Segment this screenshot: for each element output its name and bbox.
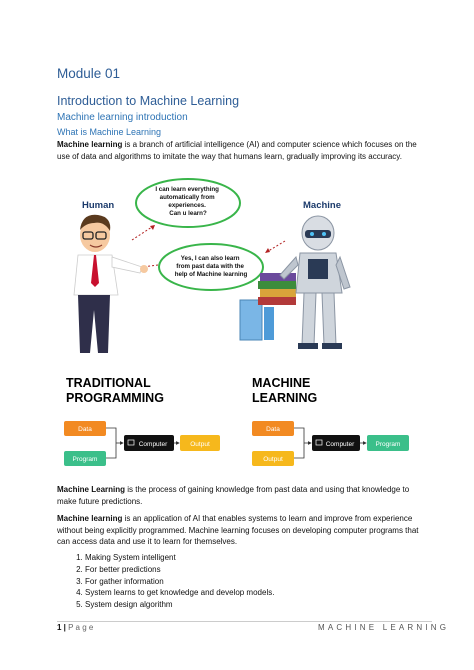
intro-bold: Machine learning [57, 140, 123, 149]
ml-output-box: Output [263, 456, 283, 463]
ml-data-box: Data [266, 426, 280, 433]
page-number: 1 | P a g e [57, 623, 94, 632]
svg-text:I can learn everything a: I can learn everything automatically from experiences. Can u learn? [155, 186, 219, 217]
traditional-programming-title: TRADITIONAL PROGRAMMING [66, 376, 164, 405]
chapter-title: Introduction to Machine Learning [57, 94, 240, 108]
list-item: 4. System learns to get knowledge and develop models. [85, 587, 274, 599]
svg-text:Yes, I can also learn fr: Yes, I can also learn from past data with the help of Machine learning [174, 255, 248, 278]
intro-paragraph [57, 139, 419, 162]
para3-text: is an application of AI that enables systems to learn and improve from experience without being explicitly programmed. Machine learning focuses on developing computer programs that can access data and use it to learn for themselves. [57, 514, 419, 546]
tp-program-box: Program [72, 456, 98, 463]
human-label: Human [82, 200, 115, 211]
para3-bold: Machine learning [57, 514, 123, 523]
list-item: 5. System design algorithm [85, 599, 274, 611]
purpose-list [57, 552, 274, 611]
subtitle: Machine learning introduction [57, 112, 188, 123]
para2-text: is the process of gaining knowledge from past data and using that knowledge to make future predictions. [57, 485, 410, 506]
machine-learning-title: MACHINE LEARNING [252, 376, 318, 405]
application-paragraph [57, 513, 419, 548]
ml-program-box: Program [375, 441, 401, 448]
human-figure-icon [74, 215, 148, 353]
ml-computer-box: Computer [325, 441, 355, 448]
intro-text: is a branch of artificial intelligence (AI) and computer science which focuses on the use of data and algorithms to imitate the way that humans learn, gradually improving its accuracy. [57, 140, 417, 161]
ml-diagram [252, 421, 409, 466]
tp-data-box: Data [78, 426, 92, 433]
list-item: 3. For gather information [85, 576, 274, 588]
comparison-diagrams [60, 418, 420, 470]
traditional-diagram [64, 421, 220, 466]
definition-paragraph [57, 484, 419, 507]
footer-divider [57, 621, 432, 622]
speech-bubble-human [136, 179, 240, 227]
list-item: 2. For better predictions [85, 564, 274, 576]
footer-title: MACHINE LEARNING [318, 623, 450, 632]
tp-computer-box: Computer [138, 441, 168, 448]
tp-output-box: Output [190, 441, 210, 448]
para2-bold: Machine Learning [57, 485, 126, 494]
human-machine-illustration [60, 175, 360, 355]
module-heading: Module 01 [57, 66, 121, 81]
section-heading: What is Machine Learning [57, 127, 162, 137]
speech-bubble-machine [159, 244, 263, 290]
list-item: 1. Making System intelligent [85, 552, 274, 564]
machine-label: Machine [303, 200, 342, 211]
